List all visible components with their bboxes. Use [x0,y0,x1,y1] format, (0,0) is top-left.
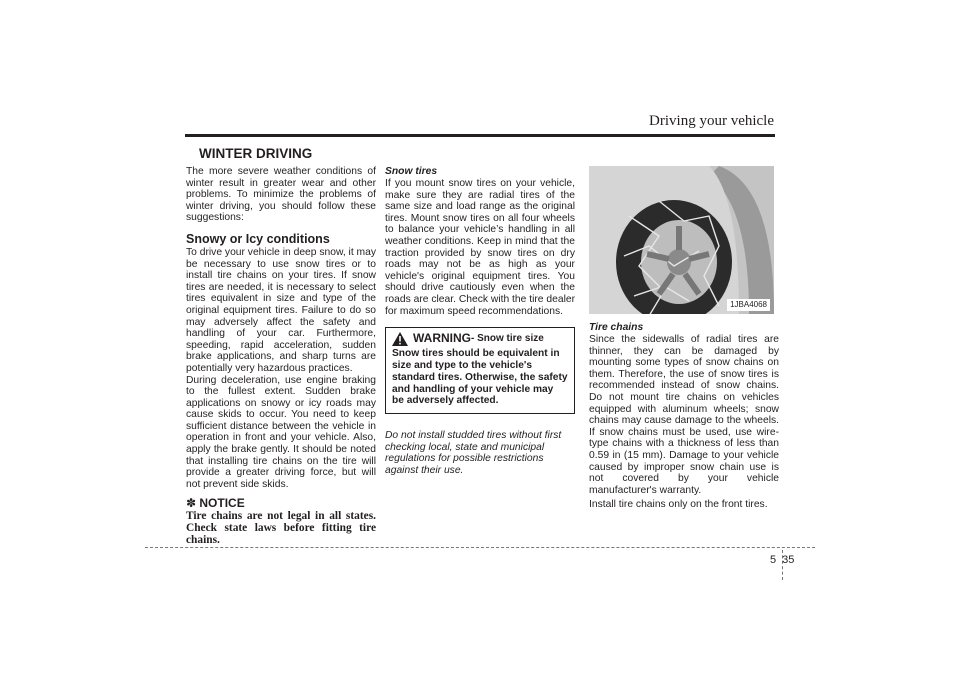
running-header: Driving your vehicle [649,113,774,129]
snow-tires-heading: Snow tires [385,166,438,177]
header-rule [185,134,775,137]
tire-chains-paragraph: Since the sidewalls of radial tires are thinner, they can be damaged by mounting some types of snow chains on them. Therefore, the use of snow tires is recommended instead of snow chains. Do not mount tire chains on vehicles equipped with aluminum wheels; snow chains may cause damage to the wheels. If snow chains must be used, use wire-type chains with a thickness of less than 0.59 in (15 mm). Damage to your vehicle caused by improper snow chain use is not covered by your vehicle manufacturer's warranty. [589,334,779,496]
column-1 [186,166,376,546]
warning-box [385,327,575,414]
intro-paragraph: The more severe weather conditions of winter result in greater wear and other problems. To minimize the problems of winter driving, you should follow these suggestions: [186,166,376,224]
section-title: WINTER DRIVING [199,146,313,161]
column-3 [589,166,779,511]
page-number [770,554,794,566]
footer-dashed-rule [145,547,815,548]
notice-text: Tire chains are not legal in all states. Check state laws before fitting tire chains. [186,510,376,547]
column-2 [385,166,575,476]
studded-tires-paragraph: Do not install studded tires without first checking local, state and municipal regulations for possible restrictions against their use. [385,430,562,476]
page-number-value: 35 [782,554,795,566]
photo-code-label: 1JBA4068 [727,299,770,311]
snow-tires-paragraph: If you mount snow tires on your vehicle, make sure they are radial tires of the same size and load range as the original tires. Mount snow tires on all four wheels to balance your vehicle’s handling in all weather conditions. Keep in mind that the traction provided by snow tires on dry roads may not be as high as your vehicle's original equipment tires. You should drive cautiously even when the roads are clear. Check with the tire dealer for maximum speed recommendations. [385,178,576,317]
warning-label: WARNING [413,331,471,346]
snowy-icy-heading: Snowy or Icy conditions [186,231,330,246]
warning-header [392,332,568,346]
tire-chain-illustration [589,166,774,314]
notice-heading: ✽ NOTICE [186,496,245,511]
warning-triangle-icon [392,332,408,346]
chapter-number: 5 [770,554,777,566]
tire-chains-heading: Tire chains [589,322,644,333]
front-tires-paragraph: Install tire chains only on the front tires. [589,499,768,511]
tire-chain-photo [589,166,774,314]
snowy-paragraph-2: During deceleration, use engine braking to the fullest extent. Sudden brake applications on snowy or icy roads may cause skids to occur. You need to keep sufficient distance between the vehicle in operation in front and your vehicle. Also, apply the brake gently. It should be noted that installing tire chains on the tire will provide a greater driving force, but will not prevent side skids. [186,374,376,490]
warning-text: Snow tires should be equivalent in size and type to the vehicle's standard tires. Otherwise, the safety and handling of your vehicle may be adversely affected. [392,348,568,407]
warning-subtitle: - Snow tire size [471,333,544,345]
snowy-paragraph-1: To drive your vehicle in deep snow, it may be necessary to use snow tires or to install tire chains on your tires. If snow tires are needed, it is necessary to select tires equivalent in size and type of the original equipment tires. Failure to do so may adversely affect the safety and handling of your car. Furthermore, speeding, rapid acceleration, sudden brake applications, and sharp turns are potentially very hazardous practices. [186,246,377,374]
